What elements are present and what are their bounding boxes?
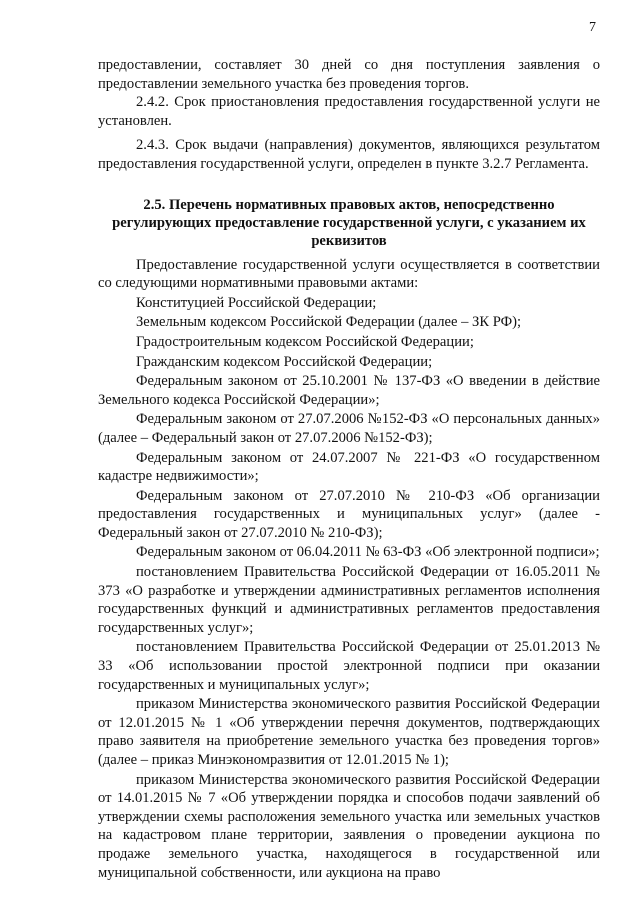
act-item: приказом Министерства экономического развития Российской Федерации от 12.01.2015 № 1 «Об утверждении перечня документов, подтверждающих право заявителя на приобретение земельного участка без проведения торгов» (далее – приказ Минэкономразвития от 12.01.2015 № 1); [98, 696, 600, 768]
act-item: постановлением Правительства Российской Федерации от 25.01.2013 № 33 «Об использовании простой электронной подписи при оказании государственных и муниципальных услуг»; [98, 639, 600, 693]
act-item: приказом Министерства экономического развития Российской Федерации от 14.01.2015 № 7 «Об утверждении порядка и способов подачи заявлений об утверждении схемы расположения земельного участка или земельных участков на кадастровом плане территории, заявления о проведении аукциона по продаже земельного участка, находящегося в государственной или муниципальной собственности, или аукциона на право [98, 771, 600, 881]
section-heading: 2.5. Перечень нормативных правовых актов, непосредственно регулирующих предоставление государственной услуги, с указанием их реквизитов [112, 196, 586, 249]
act-item: Градостроительным кодексом Российской Федерации; [136, 333, 474, 350]
act-item: Земельным кодексом Российской Федерации (далее – ЗК РФ); [136, 314, 522, 331]
page-number: 7 [589, 20, 596, 35]
document-body [98, 56, 600, 882]
paragraph: предоставлении, составляет 30 дней со дня поступления заявления о предоставлении земельного участка без проведения торгов. [98, 57, 600, 92]
act-item: Федеральным законом от 24.07.2007 № 221-ФЗ «О государственном кадастре недвижимости»; [98, 449, 600, 485]
act-item: Федеральным законом от 25.10.2001 № 137-ФЗ «О введении в действие Земельного кодекса Российской Федерации»; [98, 373, 600, 408]
act-item: Федеральным законом от 27.07.2010 № 210-ФЗ «Об организации предоставления государственных и муниципальных услуг» (далее - Федеральный закон от 27.07.2010 № 210-ФЗ); [98, 487, 600, 541]
paragraph: 2.4.3. Срок выдачи (направления) документов, являющихся результатом предоставления государственной услуги, определен в пункте 3.2.7 Регламента. [98, 137, 600, 172]
act-item: Гражданским кодексом Российской Федерации; [136, 353, 433, 370]
paragraph: 2.4.2. Срок приостановления предоставления государственной услуги не установлен. [98, 94, 600, 129]
act-item: постановлением Правительства Российской Федерации от 16.05.2011 № 373 «О разработке и утверждении административных регламентов исполнения государственных функций и административных регламентов предоставления государственных услуг»; [98, 564, 600, 636]
act-item: Федеральным законом от 27.07.2006 №152-ФЗ «О персональных данных» (далее – Федеральный закон от 27.07.2006 №152-ФЗ); [98, 411, 600, 446]
act-item: Конституцией Российской Федерации; [136, 294, 377, 311]
intro-paragraph: Предоставление государственной услуги осуществляется в соответствии со следующими нормативными правовыми актами: [98, 256, 600, 292]
act-item: Федеральным законом от 06.04.2011 № 63-ФЗ «Об электронной подписи»; [136, 544, 600, 561]
